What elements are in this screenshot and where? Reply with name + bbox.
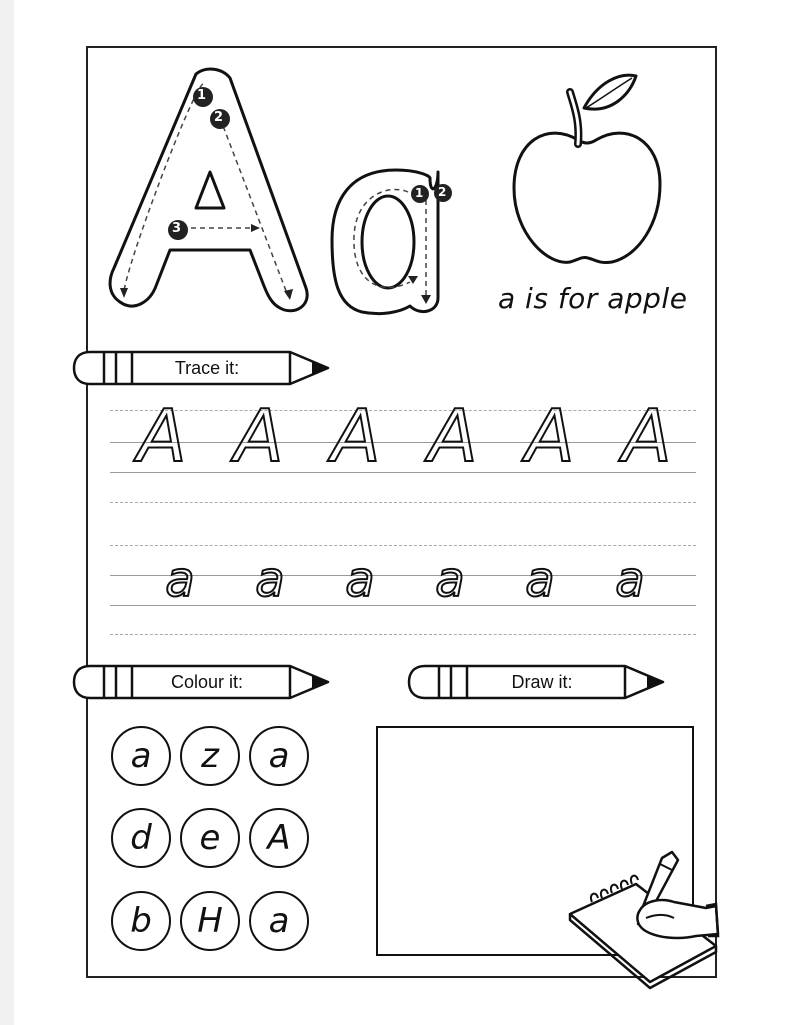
guide-line — [110, 410, 696, 411]
colour-bubble[interactable]: e — [180, 808, 240, 868]
colour-bubble[interactable]: a — [249, 726, 309, 786]
trace-letter-lower: a — [255, 552, 285, 608]
apple-icon — [508, 70, 668, 270]
guide-line — [110, 472, 696, 473]
guide-line — [110, 442, 696, 443]
colour-bubble[interactable]: d — [111, 808, 171, 868]
guide-line — [110, 502, 696, 503]
notepad-writing-icon — [566, 850, 722, 990]
letter-caption: a is for apple — [498, 282, 688, 315]
colour-bubble[interactable]: H — [180, 891, 240, 951]
trace-letter-upper: A — [331, 394, 381, 478]
stroke-number: 1 — [197, 88, 207, 103]
trace-letter-lower: a — [165, 552, 195, 608]
trace-letter-upper: A — [234, 394, 284, 478]
trace-letter-upper: A — [137, 394, 187, 478]
stroke-number: 2 — [438, 185, 447, 199]
colour-bubble[interactable]: z — [180, 726, 240, 786]
colour-bubble[interactable]: a — [111, 726, 171, 786]
trace-letter-lower: a — [525, 552, 555, 608]
trace-letter-upper: A — [622, 394, 672, 478]
stroke-number: 1 — [415, 186, 424, 200]
colour-bubble[interactable]: b — [111, 891, 171, 951]
guide-line — [110, 634, 696, 635]
trace-letter-lower: a — [615, 552, 645, 608]
colour-bubble[interactable]: A — [249, 808, 309, 868]
page-edge — [0, 0, 14, 1025]
trace-letter-upper: A — [525, 394, 575, 478]
trace-letter-lower: a — [345, 552, 375, 608]
stroke-number: 3 — [172, 221, 182, 236]
section-label-draw: Draw it: — [511, 672, 573, 692]
colour-bubble[interactable]: a — [249, 891, 309, 951]
guide-line — [110, 545, 696, 546]
section-label-colour: Colour it: — [170, 672, 244, 692]
trace-letter-upper: A — [428, 394, 478, 478]
trace-letter-lower: a — [435, 552, 465, 608]
section-label-trace: Trace it: — [174, 358, 240, 378]
stroke-number: 2 — [214, 110, 224, 125]
